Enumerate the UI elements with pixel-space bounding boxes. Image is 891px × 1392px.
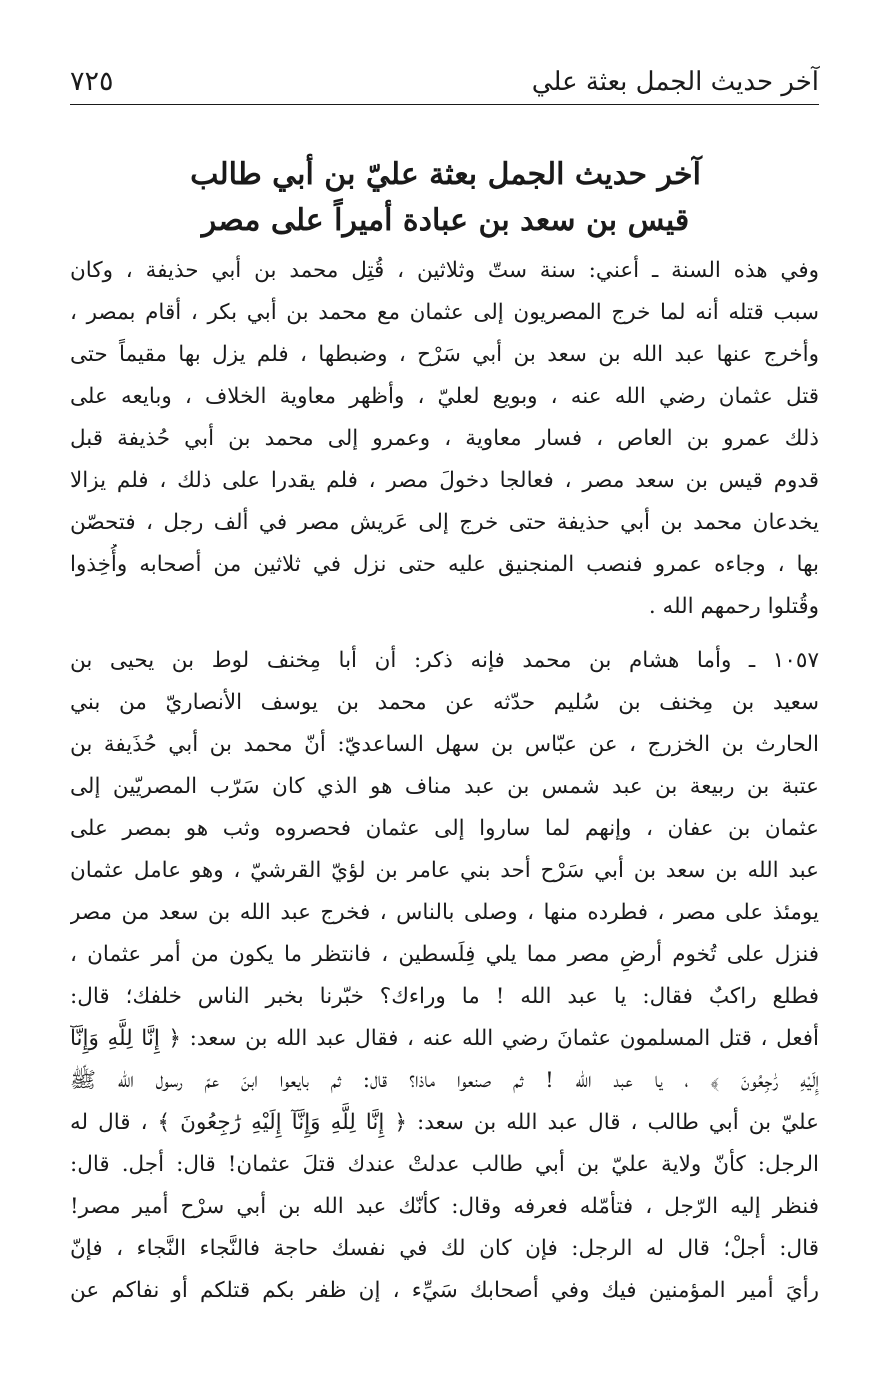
chapter-title: آخر حديث الجمل بعثة عليّ بن أبي طالب — [190, 157, 701, 192]
text-line: ذلك عمرو بن العاص ، فسار معاوية ، وعمرو إلى محمد بن أبي حُذيفة قبل — [70, 426, 819, 451]
text-line: قدوم قيس بن سعد مصر ، فعالجا دخولَ مصر ، فلم يقدرا على ذلك ، فلم يزالا — [70, 468, 819, 493]
text-line: عبد الله بن سعد بن أبي سَرْح أحد بني عامر بن لؤيّ القرشيّ ، وهو عامل عثمان — [70, 858, 819, 883]
text-line: الرجل: كأنّ ولاية عليّ بن أبي طالب عدلتْ عندك قتلَ عثمان! قال: أجل. قال: — [70, 1152, 819, 1177]
text-line: يخدعان محمد بن أبي حذيفة حتى خرج إلى عَريش مصر في ألف رجل ، فتحصّن — [70, 510, 819, 535]
header-divider — [70, 104, 819, 105]
text-line: أفعل ، قتل المسلمون عثمانَ رضي الله عنه ، فقال عبد الله بن سعد: ﴿ إِنَّا لِلَّهِ وَإِنَّآ — [70, 1026, 819, 1051]
text-line: عثمان بن عفان ، وإنهم لما ساروا إلى عثمان فحصروه وثب هو بمصر على — [70, 816, 819, 841]
text-line: فطلع راكبٌ فقال: يا عبد الله ! ما وراءك؟ خبّرنا بخبر الناس خلفك؛ قال: — [70, 984, 819, 1009]
text-line: بها ، وجاءه عمرو فنصب المنجنيق عليه حتى نزل في ثلاثين من أصحابه وأُخِذوا — [70, 552, 819, 577]
text-line: قال: أجلْ؛ قال له الرجل: فإن كان لك في نفسك حاجة فالنَّجاء النَّجاء ، فإنّ — [70, 1236, 819, 1261]
text-line: الحارث بن الخزرج ، عن عبّاس بن سهل الساعديّ: أنّ محمد بن أبي حُذَيفة بن — [70, 732, 819, 757]
text-line: وقُتلوا رحمهم الله . — [648, 594, 819, 619]
text-line: قتل عثمان رضي الله عنه ، وبويع لعليّ ، وأظهر معاوية الخلاف ، وبايعه على — [70, 384, 819, 409]
running-header — [70, 58, 819, 102]
text-line: عتبة بن ربيعة بن عبد شمس بن عبد مناف هو الذي كان سَرّب المصريّين إلى — [70, 774, 819, 799]
page-number: ٧٢٥ — [70, 66, 114, 97]
running-header-title: آخر حديث الجمل بعثة علي — [531, 67, 819, 97]
text-line: عليّ بن أبي طالب ، قال عبد الله بن سعد: ﴿ إِنَّا لِلَّهِ وَإِنَّآ إِلَيْهِ رَٰجِعُونَ ﴾ ، قال له — [70, 1110, 819, 1135]
chapter-subtitle: قيس بن سعد بن عبادة أميراً على مصر — [201, 203, 690, 238]
paragraph-2 — [70, 640, 819, 1312]
paragraph-1 — [70, 250, 819, 628]
text-line: وأخرج عنها عبد الله بن سعد بن أبي سَرْح ، وضبطها ، فلم يزل بها مقيماً حتى — [70, 342, 819, 367]
text-line: سبب قتله أنه لما خرج المصريون إلى عثمان مع محمد بن أبي بكر ، أقام بمصر ، — [70, 300, 819, 325]
text-line: يومئذ على مصر ، فطرده منها ، وصلى بالناس ، فخرج عبد الله بن سعد من مصر — [70, 900, 819, 925]
text-line: فنظر إليه الرّجل ، فتأمّله فعرفه وقال: كأنّك عبد الله بن أبي سرْح أمير مصر! — [70, 1194, 819, 1219]
text-line: وفي هذه السنة ـ أعني: سنة ستّ وثلاثين ، قُتِل محمد بن أبي حذيفة ، وكان — [70, 258, 819, 283]
text-line: فنزل على تُخوم أرضِ مصر مما يلي فِلَسطين ، فانتظر ما يكون من أمر عثمان ، — [70, 942, 819, 967]
text-line: سعيد بن مِخنف بن سُليم حدّثه عن محمد بن يوسف الأنصاريّ من بني — [70, 690, 819, 715]
text-line: رأيَ أمير المؤمنين فيك وفي أصحابك سَيِّء ، إن ظفر بكم قتلكم أو نفاكم عن — [70, 1278, 819, 1303]
text-line: ١٠٥٧ ـ وأما هشام بن محمد فإنه ذكر: أن أبا مِخنف لوط بن يحيى بن — [70, 648, 819, 673]
text-line: إِلَيْهِ رَٰجِعُونَ ﴾ ، يا عبد الله ! ثم صنعوا ماذا؟ قال: ثم بايعوا ابنَ عمّ رسول الله ﷺ — [70, 1068, 819, 1093]
